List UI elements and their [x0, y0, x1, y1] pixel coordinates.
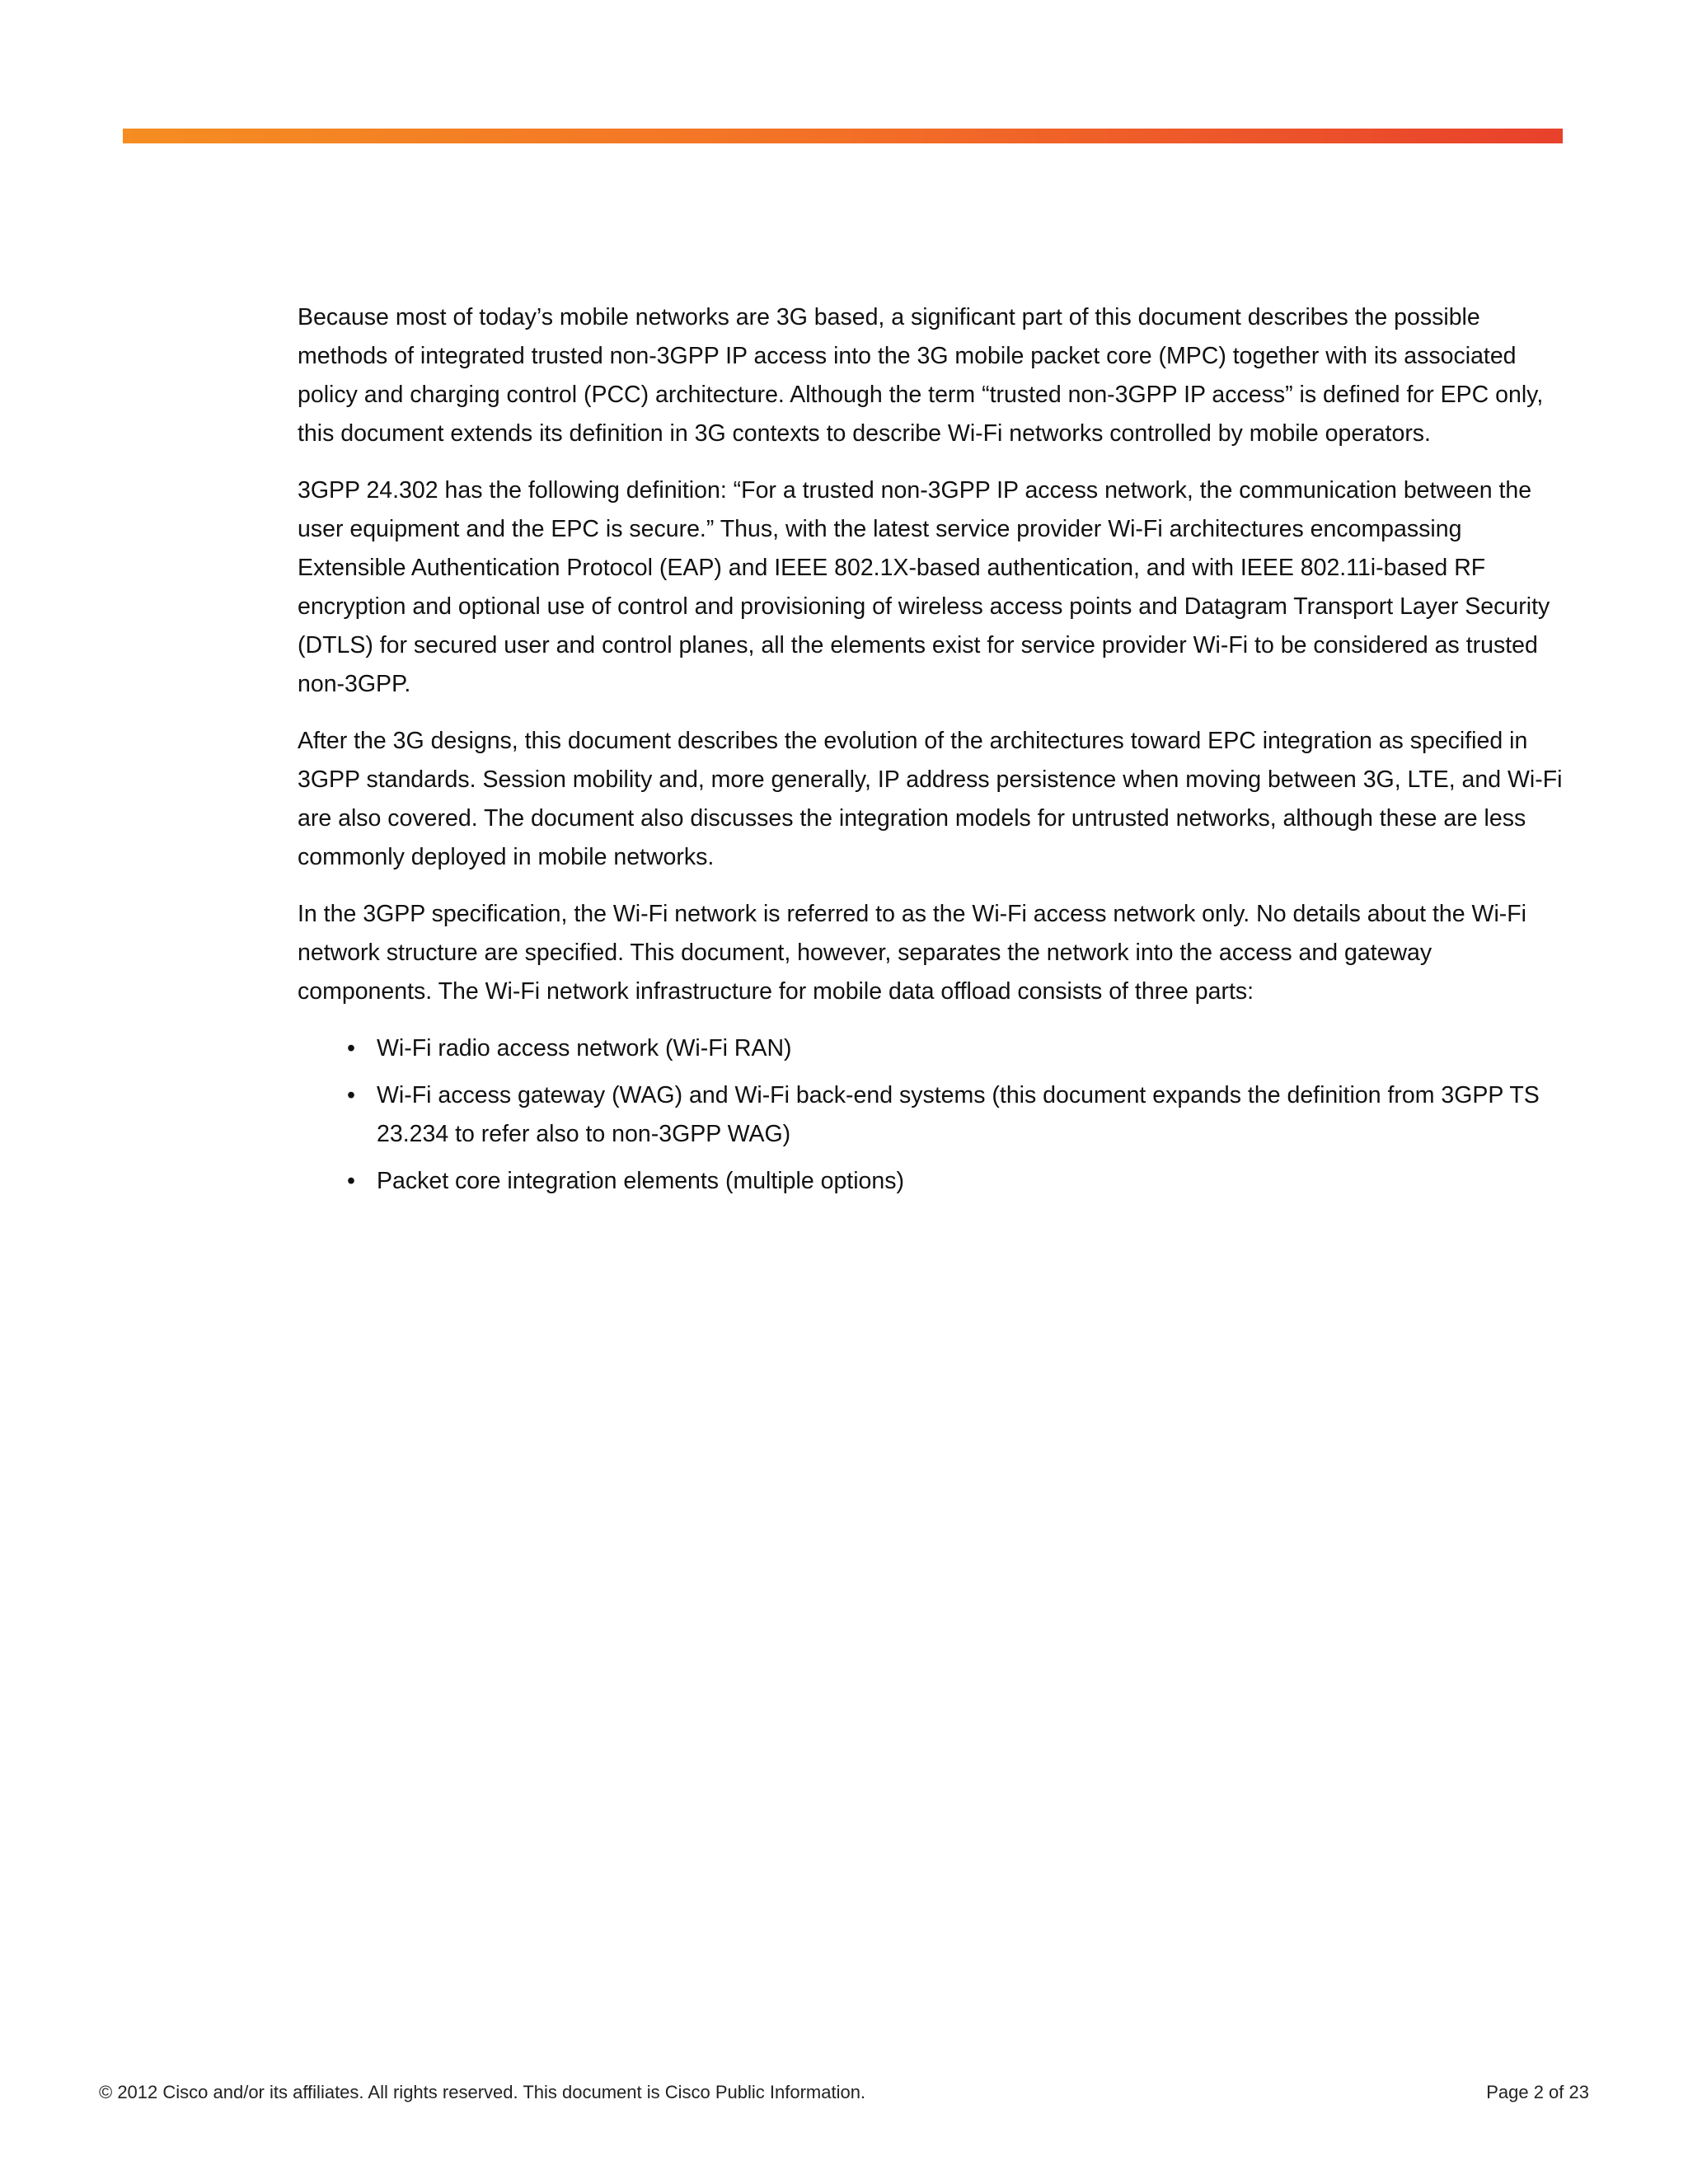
header-accent-bar: [123, 129, 1563, 143]
page-number: Page 2 of 23: [1486, 2082, 1589, 2102]
paragraph-2: 3GPP 24.302 has the following definition: “For a trusted non-3GPP IP access network, the communication between the user equipment and the EPC is secure.” Thus, with the latest service provider Wi-Fi architectures encompassing Extensible Authentication Protocol (EAP) and IEEE 802.1X-based authentication, and with IEEE 802.11i-based RF encryption and optional use of control and provisioning of wireless access points and Datagram Transport Layer Security (DTLS) for secured user and control planes, all the elements exist for service provider Wi-Fi to be considered as trusted non-3GPP.: [298, 477, 1550, 697]
paragraph-1: Because most of today’s mobile networks are 3G based, a significant part of this document describes the possible methods of integrated trusted non-3GPP IP access into the 3G mobile packet core (MPC) together with its associated policy and charging control (PCC) architecture. Although the term “trusted non-3GPP IP access” is defined for EPC only, this document extends its definition in 3G contexts to describe Wi-Fi networks controlled by mobile operators.: [298, 304, 1544, 447]
document-body: [298, 298, 1567, 1209]
list-item: • Packet core integration elements (multiple options): [377, 1162, 1567, 1201]
paragraph-4: In the 3GPP specification, the Wi-Fi network is referred to as the Wi-Fi access network only. No details about the Wi-Fi network structure are specified. This document, however, separates the network into the access and gateway components. The Wi-Fi network infrastructure for mobile data offload consists of three parts:: [298, 901, 1527, 1005]
copyright-notice: © 2012 Cisco and/or its affiliates. All rights reserved. This document is Cisco Public Information.: [99, 2082, 866, 2102]
list-item: • Wi-Fi access gateway (WAG) and Wi-Fi back-end systems (this document expands the definition from 3GPP TS 23.234 to refer also to non-3GPP WAG): [377, 1076, 1567, 1154]
list-item: • Wi-Fi radio access network (Wi-Fi RAN): [377, 1029, 1567, 1068]
bullet-list: [298, 1029, 1567, 1201]
paragraph-3: After the 3G designs, this document describes the evolution of the architectures toward EPC integration as specified in 3GPP standards. Session mobility and, more generally, IP address persistence when moving between 3G, LTE, and Wi-Fi are also covered. The document also discusses the integration models for untrusted networks, although these are less commonly deployed in mobile networks.: [298, 728, 1563, 870]
